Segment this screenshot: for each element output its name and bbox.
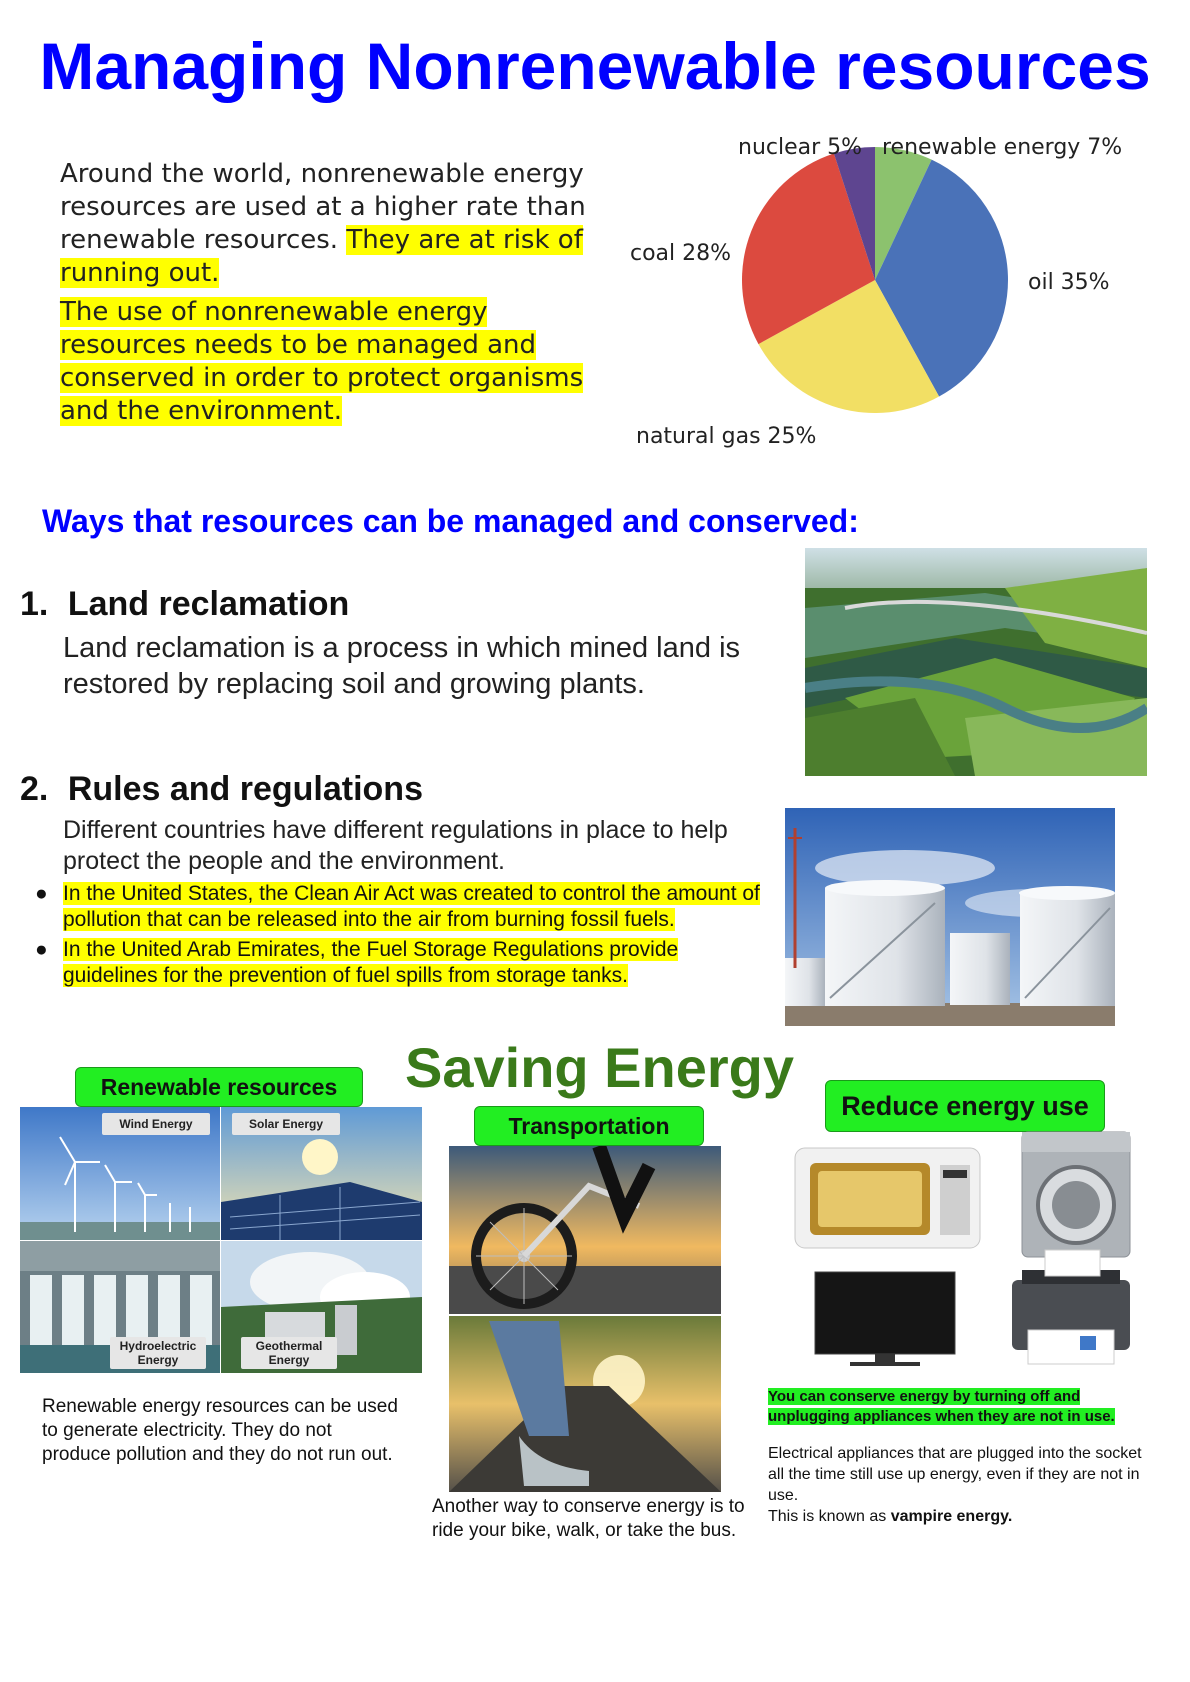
reduce-highlight-text: You can conserve energy by turning off and unplugging appliances when they are not in use. — [768, 1388, 1115, 1425]
reduce-energy-label: Reduce energy use — [825, 1080, 1105, 1132]
intro-highlight-1: They are at risk of running out. — [60, 225, 583, 288]
renewable-collage — [20, 1107, 422, 1373]
bullet-dot: ● — [35, 882, 48, 905]
section2-heading-row — [20, 770, 780, 809]
renewable-caption: Renewable energy resources can be used to generate electricity. They do not produce pollution and they do not run out. — [42, 1396, 398, 1465]
section2-number: 2. — [20, 770, 49, 808]
land-reclamation-photo — [805, 548, 1147, 776]
transportation-collage — [449, 1146, 721, 1492]
pie-label-oil: oil 35% — [1028, 270, 1110, 295]
vampire-energy-term: vampire energy. — [890, 1508, 1013, 1525]
appliances-group — [790, 1130, 1140, 1380]
reduce-caption-text: Electrical appliances that are plugged into the socket all the time still use up energy, even if they are not in use. — [768, 1445, 1142, 1504]
regulation-list — [35, 881, 770, 989]
section2-heading: Rules and regulations — [67, 770, 423, 808]
transportation-caption: Another way to conserve energy is to ride your bike, walk, or take the bus. — [432, 1496, 745, 1541]
reduce-highlight — [768, 1387, 1148, 1427]
intro-paragraph-1 — [60, 158, 620, 290]
pie-label-natural-gas: natural gas 25% — [636, 424, 817, 449]
reduce-caption — [768, 1443, 1143, 1527]
tile-label-solar: Solar Energy — [232, 1113, 340, 1135]
intro-plain: Around the world, nonrenewable energy resources are used at a higher rate than renewable resources. — [60, 159, 586, 255]
tile-label-wind: Wind Energy — [102, 1113, 210, 1135]
tile-label-geothermal: Geothermal Energy — [241, 1337, 337, 1369]
section1-heading: Land reclamation — [67, 585, 350, 623]
regulation-text-us: In the United States, the Clean Air Act was created to control the amount of pollution that can be released into the air from burning fossil fuels. — [63, 882, 760, 931]
section1-heading-row — [20, 585, 760, 624]
pie-label-nuclear: nuclear 5% — [738, 135, 863, 160]
tile-label-hydroelectric: Hydroelectric Energy — [110, 1337, 206, 1369]
regulation-text-uae: In the United Arab Emirates, the Fuel Storage Regulations provide guidelines for the prevention of fuel spills from storage tanks. — [63, 938, 679, 987]
storage-tanks-photo — [785, 808, 1115, 1026]
regulation-item — [35, 937, 770, 989]
section-rules-regulations — [20, 770, 780, 989]
ways-heading: Ways that resources can be managed and conserved: — [42, 503, 859, 539]
intro-paragraph-2 — [60, 296, 620, 428]
pie-label-renewable: renewable energy 7% — [882, 135, 1123, 160]
regulation-item — [35, 881, 770, 933]
pie-label-coal: coal 28% — [630, 241, 732, 266]
reduce-caption-last — [768, 1506, 1143, 1527]
section-land-reclamation — [20, 585, 760, 702]
intro-text — [60, 158, 620, 434]
intro-highlight-2: The use of nonrenewable energy resources needs to be managed and conserved in order to protect organisms and the environment. — [60, 297, 584, 426]
vampire-prefix: This is known as — [768, 1508, 891, 1525]
appliances-svg — [790, 1130, 1140, 1380]
bullet-dot: ● — [35, 938, 48, 961]
saving-energy-title: Saving Energy — [405, 1036, 795, 1099]
section1-number: 1. — [20, 585, 49, 623]
renewable-resources-label: Renewable resources — [75, 1067, 363, 1107]
section1-body: Land reclamation is a process in which mined land is restored by replacing soil and growing plants. — [63, 632, 741, 700]
transportation-label: Transportation — [474, 1106, 704, 1146]
page-title: Managing Nonrenewable resources — [39, 29, 1151, 103]
energy-pie-chart — [620, 125, 1180, 455]
section2-body: Different countries have different regulations in place to help protect the people and the environment. — [63, 816, 728, 875]
